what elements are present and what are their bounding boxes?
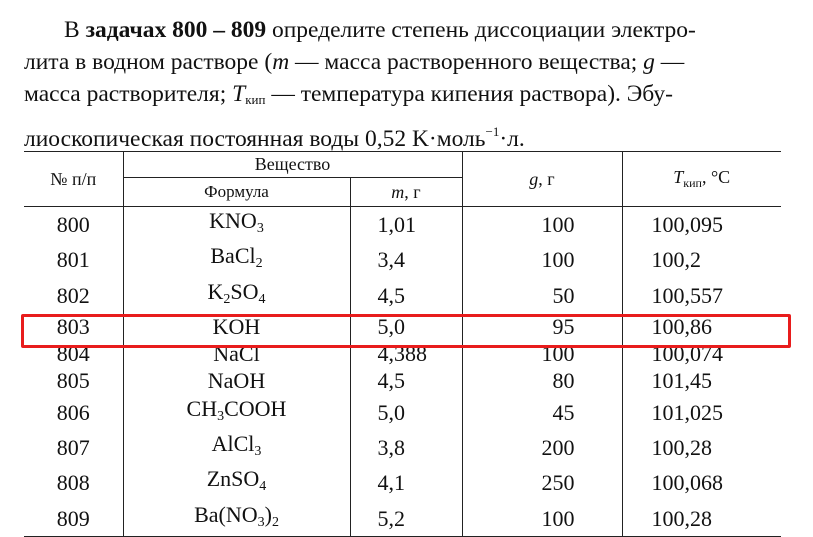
formula-part: KOH bbox=[212, 313, 261, 339]
formula-part: BaCl bbox=[210, 243, 256, 269]
formula-subscript: 4 bbox=[259, 479, 267, 495]
cell-mass: 5,2 bbox=[350, 501, 462, 537]
cell-boiling-temp: 100,068 bbox=[622, 465, 781, 500]
cell-mass: 5,0 bbox=[350, 395, 462, 430]
header-m-unit: , г bbox=[404, 181, 421, 202]
formula-part: COOH bbox=[224, 395, 287, 421]
symbol-t: T bbox=[232, 81, 246, 107]
formula-part: Ba(NO bbox=[194, 501, 258, 527]
cell-solvent-mass: 50 bbox=[462, 278, 622, 313]
cell-num: 808 bbox=[24, 465, 123, 500]
intro-line-1 bbox=[24, 14, 784, 46]
header-t-subscript: кип bbox=[683, 176, 702, 190]
cell-formula bbox=[123, 465, 350, 500]
symbol-t-subscript: кип bbox=[245, 92, 266, 107]
cell-mass: 4,5 bbox=[350, 367, 462, 394]
cell-boiling-temp: 100,86 bbox=[622, 313, 781, 340]
formula-subscript: 2 bbox=[271, 514, 279, 530]
intro-text-2b: — масса растворенного вещества; bbox=[289, 49, 644, 75]
intro-superscript: −1 bbox=[485, 124, 500, 139]
table-row bbox=[24, 430, 781, 465]
symbol-g: g bbox=[643, 49, 655, 75]
intro-text-4a: лиоскопическая постоянная воды 0,52 K·моль bbox=[24, 126, 486, 152]
cell-num: 801 bbox=[24, 242, 123, 277]
cell-boiling-temp: 100,28 bbox=[622, 501, 781, 537]
formula-part: CH bbox=[186, 395, 218, 421]
formula-subscript: 2 bbox=[223, 291, 231, 307]
data-table bbox=[24, 151, 781, 537]
header-g-symbol: g bbox=[529, 168, 539, 189]
header-m bbox=[350, 178, 462, 207]
formula-part: NaCl bbox=[213, 341, 260, 367]
cell-num: 803 bbox=[24, 313, 123, 340]
intro-text-1: определите степень диссоциации электро- bbox=[266, 17, 696, 43]
header-t-unit: , °C bbox=[701, 167, 731, 187]
intro-text-3b: — температура кипения раствора). Эбу- bbox=[265, 81, 673, 107]
header-substance: Вещество bbox=[123, 152, 462, 178]
table-row bbox=[24, 340, 781, 367]
formula-subscript: 3 bbox=[217, 408, 225, 424]
cell-solvent-mass: 200 bbox=[462, 430, 622, 465]
formula-part: K bbox=[207, 278, 224, 304]
cell-num: 806 bbox=[24, 395, 123, 430]
formula-part: ZnSO bbox=[206, 466, 260, 492]
cell-mass: 5,0 bbox=[350, 313, 462, 340]
cell-boiling-temp: 101,025 bbox=[622, 395, 781, 430]
formula-part: NaOH bbox=[207, 368, 266, 394]
table-row bbox=[24, 242, 781, 277]
table-row bbox=[24, 278, 781, 313]
header-num: № п/п bbox=[24, 152, 123, 207]
cell-boiling-temp: 100,2 bbox=[622, 242, 781, 277]
table-row bbox=[24, 313, 781, 340]
header-g-unit: , г bbox=[538, 168, 555, 189]
header-g bbox=[462, 152, 622, 207]
cell-formula bbox=[123, 501, 350, 537]
table-row bbox=[24, 465, 781, 500]
cell-formula bbox=[123, 367, 350, 394]
formula-part: AlCl bbox=[211, 431, 255, 457]
cell-solvent-mass: 100 bbox=[462, 207, 622, 243]
intro-text-2a: лита в водном растворе ( bbox=[24, 49, 273, 75]
cell-boiling-temp: 100,074 bbox=[622, 340, 781, 367]
cell-num: 805 bbox=[24, 367, 123, 394]
formula-subscript: 2 bbox=[255, 256, 263, 272]
cell-formula bbox=[123, 242, 350, 277]
intro-prefix: В bbox=[64, 17, 86, 43]
table-row bbox=[24, 207, 781, 243]
cell-formula bbox=[123, 395, 350, 430]
cell-formula bbox=[123, 340, 350, 367]
cell-formula bbox=[123, 278, 350, 313]
formula-part: KNO bbox=[209, 208, 257, 233]
cell-solvent-mass: 80 bbox=[462, 367, 622, 394]
formula-part: SO bbox=[230, 278, 259, 304]
intro-text-2c: — bbox=[654, 49, 685, 75]
cell-mass: 3,8 bbox=[350, 430, 462, 465]
table-body bbox=[24, 207, 781, 537]
table-row bbox=[24, 395, 781, 430]
formula-subscript: 3 bbox=[254, 444, 262, 460]
cell-solvent-mass: 100 bbox=[462, 242, 622, 277]
cell-solvent-mass: 100 bbox=[462, 340, 622, 367]
intro-task-range: задачах 800 – 809 bbox=[85, 17, 267, 43]
cell-num: 802 bbox=[24, 278, 123, 313]
cell-boiling-temp: 100,557 bbox=[622, 278, 781, 313]
header-m-symbol: m bbox=[391, 181, 405, 202]
intro-text-4b: ·л. bbox=[499, 126, 525, 152]
cell-mass: 4,388 bbox=[350, 340, 462, 367]
cell-boiling-temp: 101,45 bbox=[622, 367, 781, 394]
cell-formula bbox=[123, 430, 350, 465]
intro-text-3a: масса растворителя; bbox=[24, 81, 233, 107]
header-t-symbol: T bbox=[673, 167, 684, 187]
header-t bbox=[622, 152, 781, 207]
cell-num: 800 bbox=[24, 207, 123, 243]
formula-part: ) bbox=[264, 501, 272, 527]
table-row bbox=[24, 367, 781, 394]
formula-subscript: 3 bbox=[257, 514, 265, 530]
cell-solvent-mass: 250 bbox=[462, 465, 622, 500]
cell-solvent-mass: 95 bbox=[462, 313, 622, 340]
cell-mass: 3,4 bbox=[350, 242, 462, 277]
formula-subscript: 3 bbox=[256, 221, 264, 236]
problem-statement bbox=[24, 14, 784, 155]
formula-subscript: 4 bbox=[258, 291, 266, 307]
symbol-m: m bbox=[272, 49, 290, 75]
cell-num: 807 bbox=[24, 430, 123, 465]
header-formula: Формула bbox=[123, 178, 350, 207]
cell-formula bbox=[123, 207, 350, 243]
cell-solvent-mass: 45 bbox=[462, 395, 622, 430]
table-row bbox=[24, 501, 781, 537]
intro-line-2 bbox=[24, 46, 784, 78]
cell-num: 809 bbox=[24, 501, 123, 537]
intro-line-3 bbox=[24, 78, 784, 116]
cell-mass: 4,5 bbox=[350, 278, 462, 313]
cell-boiling-temp: 100,28 bbox=[622, 430, 781, 465]
cell-boiling-temp: 100,095 bbox=[622, 207, 781, 243]
cell-solvent-mass: 100 bbox=[462, 501, 622, 537]
cell-mass: 1,01 bbox=[350, 207, 462, 243]
intro-line-4 bbox=[24, 116, 784, 155]
cell-num: 804 bbox=[24, 340, 123, 367]
cell-formula bbox=[123, 313, 350, 340]
cell-mass: 4,1 bbox=[350, 465, 462, 500]
